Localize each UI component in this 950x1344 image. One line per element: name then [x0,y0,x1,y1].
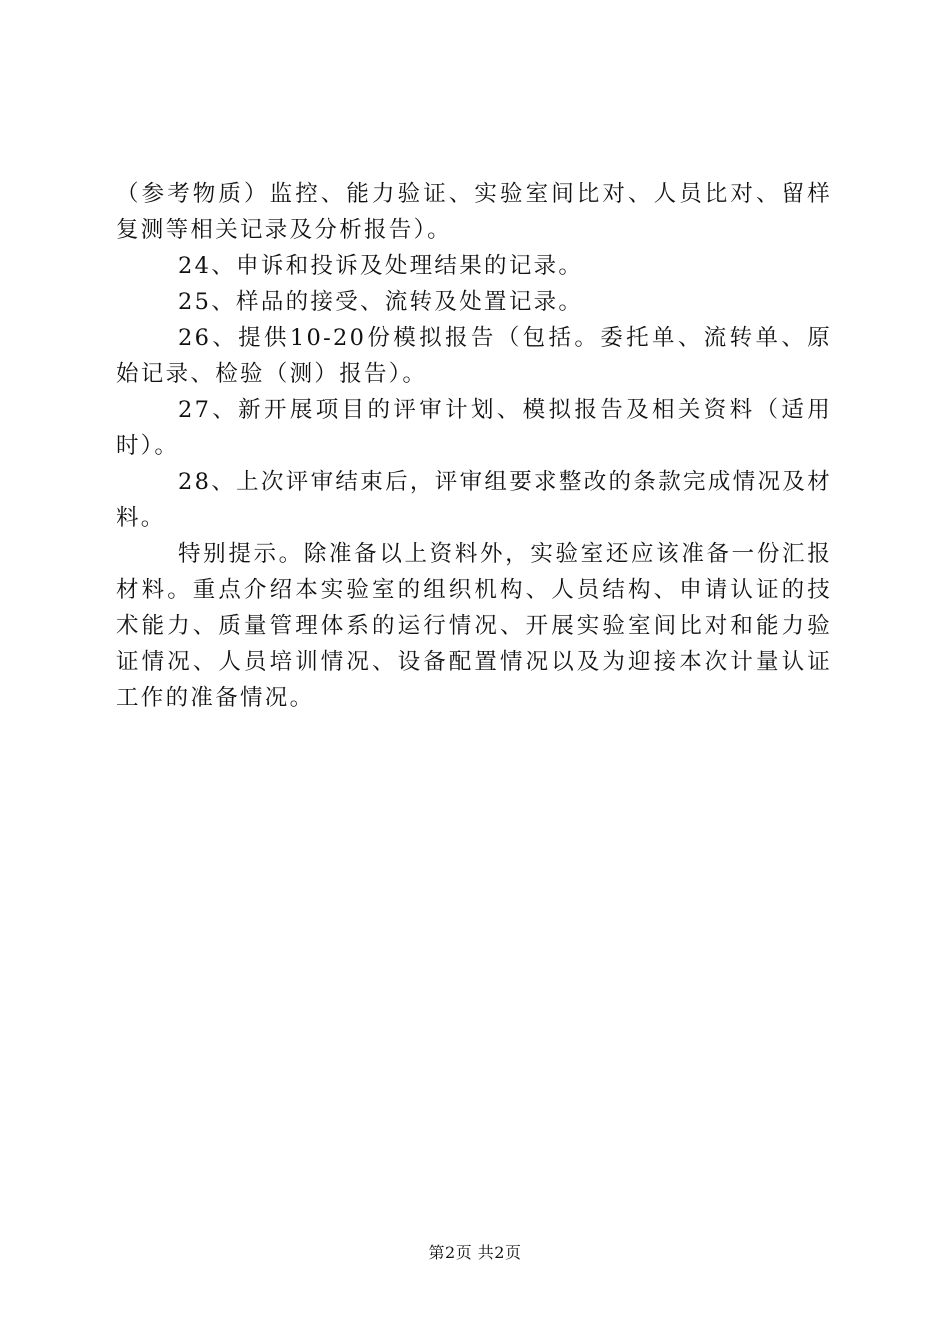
paragraph-item-27: 27、新开展项目的评审计划、模拟报告及相关资料（适用时）。 [116,397,832,459]
paragraph-item-26: 26、提供10-20份模拟报告（包括。委托单、流转单、原始记录、检验（测）报告）。 [116,325,832,387]
paragraph-special-note: 特别提示。除准备以上资料外，实验室还应该准备一份汇报材料。重点介绍本实验室的组织机构、人员结构、申请认证的技术能力、质量管理体系的运行情况、开展实验室间比对和能力验证情况、人员培训情况、设备配置情况以及为迎接本次计量认证工作的准备情况。 [116,541,832,711]
paragraph-continuation: （参考物质）监控、能力验证、实验室间比对、人员比对、留样复测等相关记录及分析报告）。 [116,181,832,243]
paragraph-item-28: 28、上次评审结束后，评审组要求整改的条款完成情况及材料。 [116,469,832,531]
paragraph-item-24: 24、申诉和投诉及处理结果的记录。 [178,253,584,279]
page-number-footer: 第2页 共2页 [428,1243,522,1262]
paragraph-item-25: 25、样品的接受、流转及处置记录。 [178,289,584,315]
document-body [116,176,832,716]
